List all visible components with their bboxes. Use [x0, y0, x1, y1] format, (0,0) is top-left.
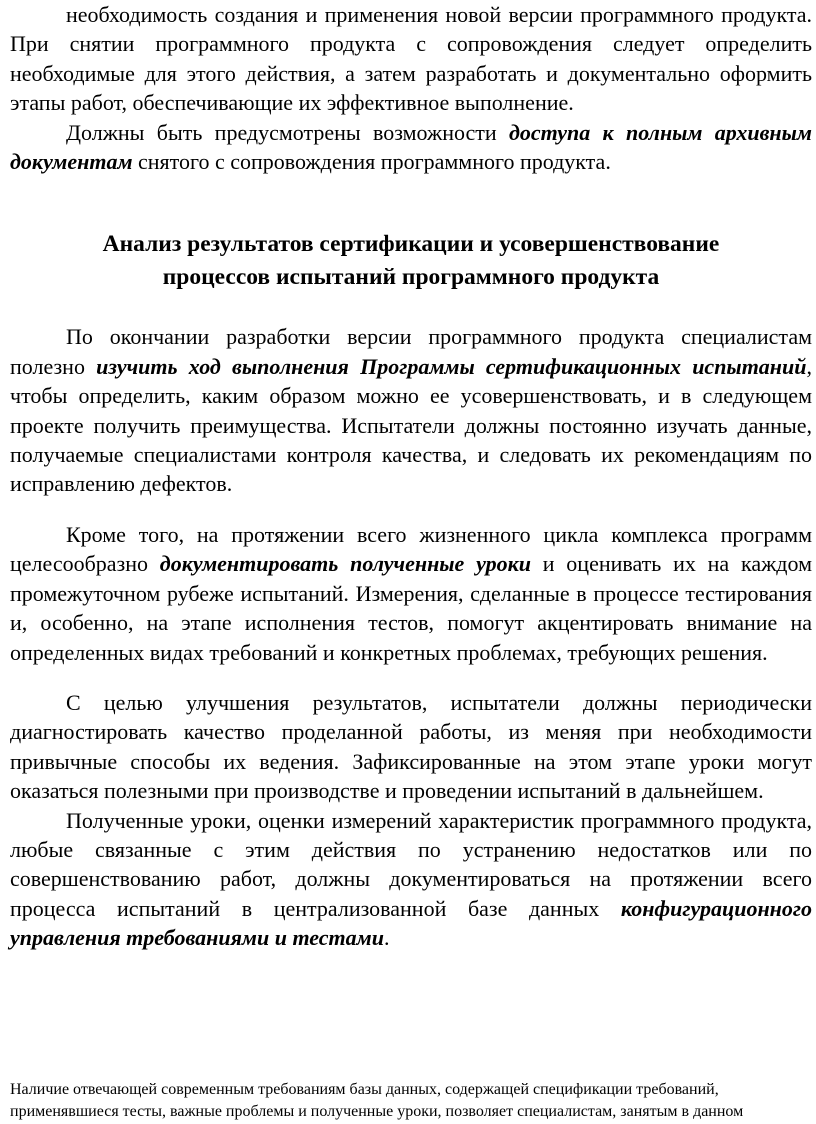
document-page	[10, 0, 812, 953]
emphasis-text: конфигурационного управления требованиями и тестами	[10, 895, 812, 951]
section-heading	[10, 228, 812, 294]
paragraph-diagnostics	[10, 688, 812, 806]
heading-line-2: процессов испытаний программного продукта	[162, 264, 660, 291]
paragraph-configuration-db	[10, 806, 812, 953]
emphasis-text: доступа к полным архивным документам	[10, 119, 812, 175]
paragraph-text: Должны быть предусмотрены возможности	[66, 119, 509, 145]
emphasis-text: документировать полученные уроки	[159, 551, 531, 577]
emphasis-text: изучить ход выполнения Программы сертификационных испытаний	[96, 353, 807, 379]
paragraph-text: , чтобы определить, каким образом можно ее усовершенствовать, и в следующем проекте получить преимущества. Испытатели должны постоянно изучать данные, получаемые специалистами контроля качества, и следовать их рекомендациям по исправлению дефектов.	[10, 353, 812, 497]
paragraph-text: снятого с сопровождения программного продукта.	[132, 149, 611, 175]
paragraph-certification-analysis	[10, 322, 812, 498]
paragraph-text: .	[383, 925, 390, 951]
paragraph-text: Полученные уроки, оценки измерений характеристик программного продукта, любые связанные с этим действия по устранению недостатков или по совершенствованию работ, должны документироваться на протяжении всего процесса испытаний в централизованной базе данных	[10, 807, 812, 921]
footnote	[10, 1079, 806, 1123]
paragraph-archive-access	[10, 118, 812, 177]
paragraph-text: и оценивать их на каждом промежуточном рубеже испытаний. Измерения, сделанные в процессе тестирования и, особенно, на этапе исполнения тестов, помогут акцентировать внимание на определенных видах требований и конкретных проблемах, требующих решения.	[10, 551, 812, 665]
paragraph-text: Кроме того, на протяжении всего жизненного цикла комплекса программ целесообразно	[10, 521, 812, 577]
heading-line-1: Анализ результатов сертификации и усовершенствование	[102, 231, 720, 258]
paragraph-continuation	[10, 0, 812, 118]
paragraph-lessons-learned	[10, 520, 812, 667]
paragraph-text: необходимость создания и применения новой версии программного продукта. При снятии программного продукта с сопровождения следует определить необходимые для этого действия, а затем разработать и документально оформить этапы работ, обеспечивающие их эффективное выполнение.	[10, 2, 812, 116]
footnote-text: Наличие отвечающей современным требованиям базы данных, содержащей спецификации требований, применявшиеся тесты, важные проблемы и полученные уроки, позволяет специалистам, занятым в данном	[10, 1081, 744, 1120]
paragraph-text: С целью улучшения результатов, испытатели должны периодически диагностировать качество проделанной работы, из меняя при необходимости привычные способы их ведения. Зафиксированные на этом этапе уроки могут оказаться полезными при производстве и проведении испытаний в дальнейшем.	[10, 689, 812, 804]
paragraph-text: По окончании разработки версии программного продукта специалистам полезно	[10, 324, 812, 379]
